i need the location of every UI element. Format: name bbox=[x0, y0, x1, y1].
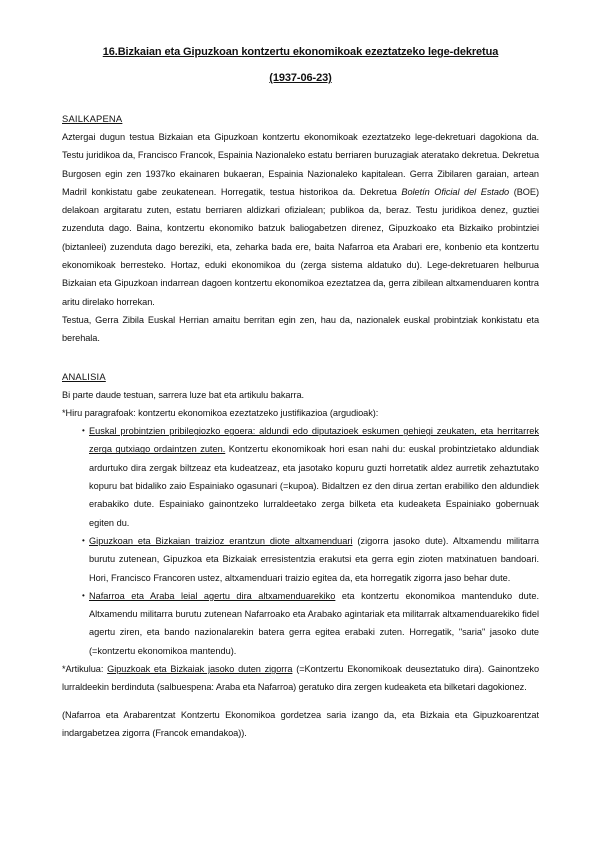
document-page bbox=[62, 42, 539, 742]
closing-paragraph: (Nafarroa eta Arabarentzat Kontzertu Ekonomikoa gordetzea saria izango da, eta Bizkaia eta Gipuzkoarentzat indargabetzea zigorra (Francok emandakoa)). bbox=[62, 709, 539, 738]
document-title: 16.Bizkaian eta Gipuzkoan kontzertu ekonomikoak ezeztatzeko lege-dekretua bbox=[102, 46, 499, 58]
list-item: • Euskal probintzien pribilegiozko egoera: aldundi edo diputazioek eskumen gehiegi zeukaten, eta herritarrek zerga gutxiago ordaintzen zuten. Kontzertu ekonomikoak hori esan nahi du: euskal probintzietako aldundiak ardurtuko dira zergak biltzeaz eta kudeatzeaz, eta jasotako kopuru guzti horretatik aldez aurretik zehaztutako kopuru bat bidaliko zaio Espainiako ogasunari (=kupoa). Bidaltzen ez den dirua zertan erabiliko den aldundiek erabakiko dute. Espainiako gainontzeko lurraldeetako zerga bilketa eta kudeaketa Espainiako gobernuak egiten du. bbox=[62, 422, 539, 532]
document-date: (1937-06-23) bbox=[269, 72, 332, 84]
analisia-hiru-paragrafoak: *Hiru paragrafoak: kontzertu ekonomikoa ezeztatzeko justifikazioa (argudioak): bbox=[62, 407, 379, 418]
section-heading-sailkapena: SAILKAPENA bbox=[62, 113, 123, 124]
sailkapena-paragraph-1: Aztergai dugun testua Bizkaian eta Gipuzkoan kontzertu ekonomikoak ezeztatzeko lege-dekretuari dagokiona da. Testu juridikoa da, Francisco Francok, Espainia Nazionaleko estatu berriaren buruzagiak ateratako dekretua. Dekretua Burgosen egin zen 1937ko ekainaren bukaeran, Espainia Nazionaleko kapitalean. Gerra Zibilaren garaian, artean Madril konkistatu gabe zeukatenean. Horregatik, testua historikoa da. Dekretua Boletín Oficial del Estado (BOE) delakoan argitaratu zuten, estatu berriaren aldizkari ofizialean; publikoa da, beraz. Testu juridikoa denez, guztiei zuzenduta dago. Baina, kontzertu ekonomiko batzuk baliogabetzen direnez, Gipuzkoako eta Bizkaiko probintziei (biztanleei) zuzenduta dago bereziki, eta, zeharka bada ere, baita Nafarroa eta Arabari ere, konbenio eta kontzertu ekonomikoak berresteko. Hortaz, eduki ekonomikoa du (zerga sistema aldatuko du). Lege-dekretuaren helburua Bizkaian eta Gipuzkoan indarrean dagoen kontzertu ekonomikoa ezeztatzea da, gerra zibilean altxamenduaren kontra aritu direlako horrekan. bbox=[62, 132, 539, 307]
analisia-intro: Bi parte daude testuan, sarrera luze bat eta artikulu bakarra. bbox=[62, 389, 305, 400]
sailkapena-paragraph-2: Testua, Gerra Zibila Euskal Herrian amaitu berritan egin zen, hau da, nazionalek euskal probintziak konkistatu eta berehala. bbox=[62, 314, 539, 344]
bullet-icon: • bbox=[82, 426, 85, 436]
list-item: • Gipuzkoan eta Bizkaian traizioz erantzun diote altxamenduari (zigorra jasoko dute). Altxamendu militarra burutu zutenean, Gipuzkoa eta Bizkaiak erresistentzia erakutsi eta gerra egin zioten matxinatuen bandoari. Hori, Francisco Francoren ustez, altxamenduari traizio egitea da, eta horregatik zigorra jaso behar dute. bbox=[62, 532, 539, 587]
bullet-icon: • bbox=[82, 590, 85, 600]
section-heading-analisia: ANALISIA bbox=[62, 370, 106, 382]
artikulua-paragraph: *Artikulua: Gipuzkoak eta Bizkaiak jasoko duten zigorra (=Kontzertu Ekonomikoak deuseztatuko dira). Gainontzeko lurraldeekin berdinduta (salbuespena: Araba eta Nafarroa) geratuko dira zergen kudeaketa eta bilketari dagokionez. bbox=[62, 664, 540, 693]
bullet-icon: • bbox=[82, 535, 85, 545]
argument-list bbox=[62, 422, 539, 660]
list-item: • Nafarroa eta Araba leial agertu dira altxamenduarekiko eta kontzertu ekonomikoa mantenduko dute. Altxamendu militarra burutu zutenean Nafarroako eta Arabako agintariak eta militarrak altxamenduarekiko fidel agertu ziren, eta bando nazionalarekin batera gerra egitea erabaki zuten. Horregatik, "saria" jasoko dute (=kontzertu ekonomikoa mantendu). bbox=[62, 587, 539, 660]
boe-italic: Boletín Oficial del Estado bbox=[401, 186, 510, 197]
